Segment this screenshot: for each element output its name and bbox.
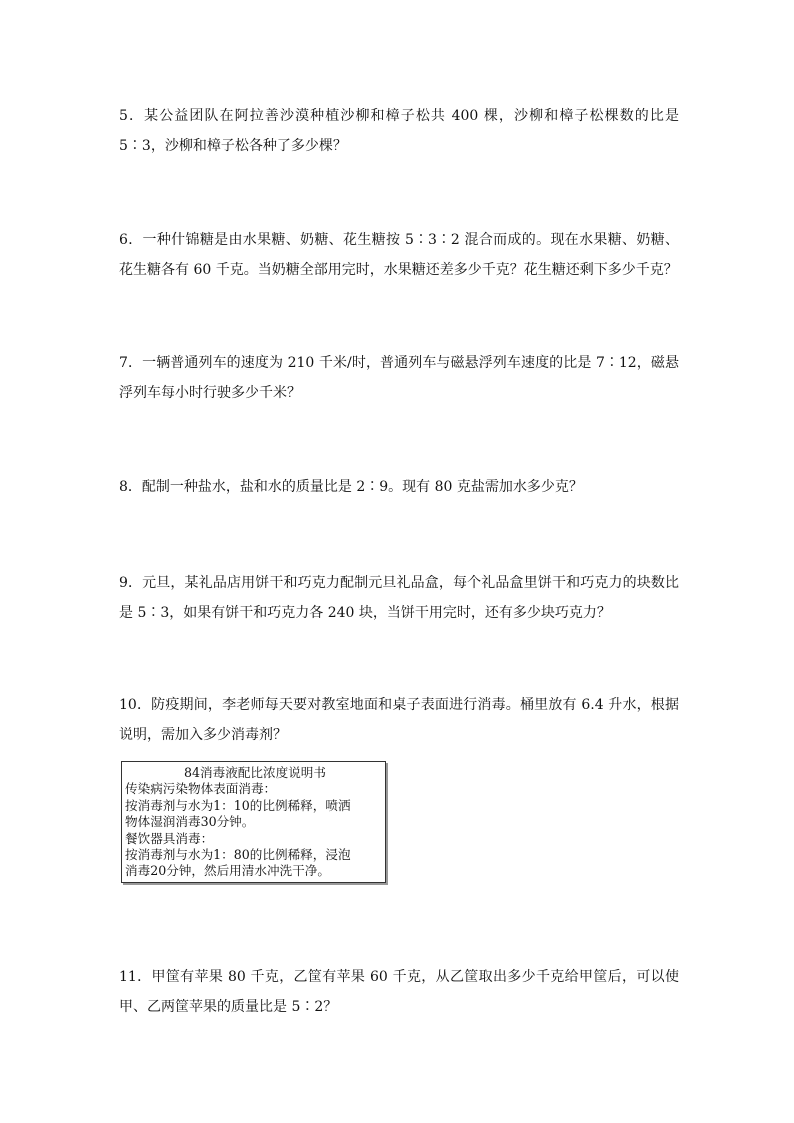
question-7: 7．一辆普通列车的速度为 210 千米/时，普通列车与磁悬浮列车速度的比是 7∶12，磁悬浮列车每小时行驶多少千米？ (119, 355, 679, 401)
instructions-line: 物体湿润消毒30分钟。 (125, 814, 255, 830)
question-5: 5．某公益团队在阿拉善沙漠种植沙柳和樟子松共 400 棵，沙柳和樟子松棵数的比是 5∶3，沙柳和樟子松各种了多少棵？ (119, 108, 679, 154)
instructions-line: 按消毒剂与水为1：10的比例稀释，喷洒 (125, 797, 351, 813)
instructions-line: 传染病污染物体表面消毒： (125, 781, 277, 797)
instructions-line: 餐饮器具消毒： (125, 830, 214, 846)
question-10: 10．防疫期间，李老师每天要对教室地面和桌子表面进行消毒。桶里放有 6.4 升水，根据说明，需加入多少消毒剂？ (119, 697, 679, 743)
question-11: 11．甲筐有苹果 80 千克，乙筐有苹果 60 千克，从乙筐取出多少千克给甲筐后，可以使甲、乙两筐苹果的质量比是 5∶2？ (119, 969, 679, 1015)
question-8: 8．配制一种盐水，盐和水的质量比是 2∶9。现有 80 克盐需加水多少克？ (119, 479, 583, 495)
question-9: 9．元旦，某礼品店用饼干和巧克力配制元旦礼品盒，每个礼品盒里饼干和巧克力的块数比是 5∶3，如果有饼干和巧克力各 240 块，当饼干用完时，还有多少块巧克力？ (119, 575, 679, 621)
question-6: 6．一种什锦糖是由水果糖、奶糖、花生糖按 5∶3∶2 混合而成的。现在水果糖、奶糖、花生糖各有 60 千克。当奶糖全部用完时，水果糖还差多少千克？花生糖还剩下多少千克？ (119, 232, 679, 278)
instructions-line: 消毒20分钟，然后用清水冲洗干净。 (125, 863, 330, 879)
instructions-line: 按消毒剂与水为1：80的比例稀释，浸泡 (125, 847, 351, 863)
instructions-title: 84消毒液配比浓度说明书 (184, 765, 326, 780)
disinfectant-instructions-box (121, 761, 386, 883)
